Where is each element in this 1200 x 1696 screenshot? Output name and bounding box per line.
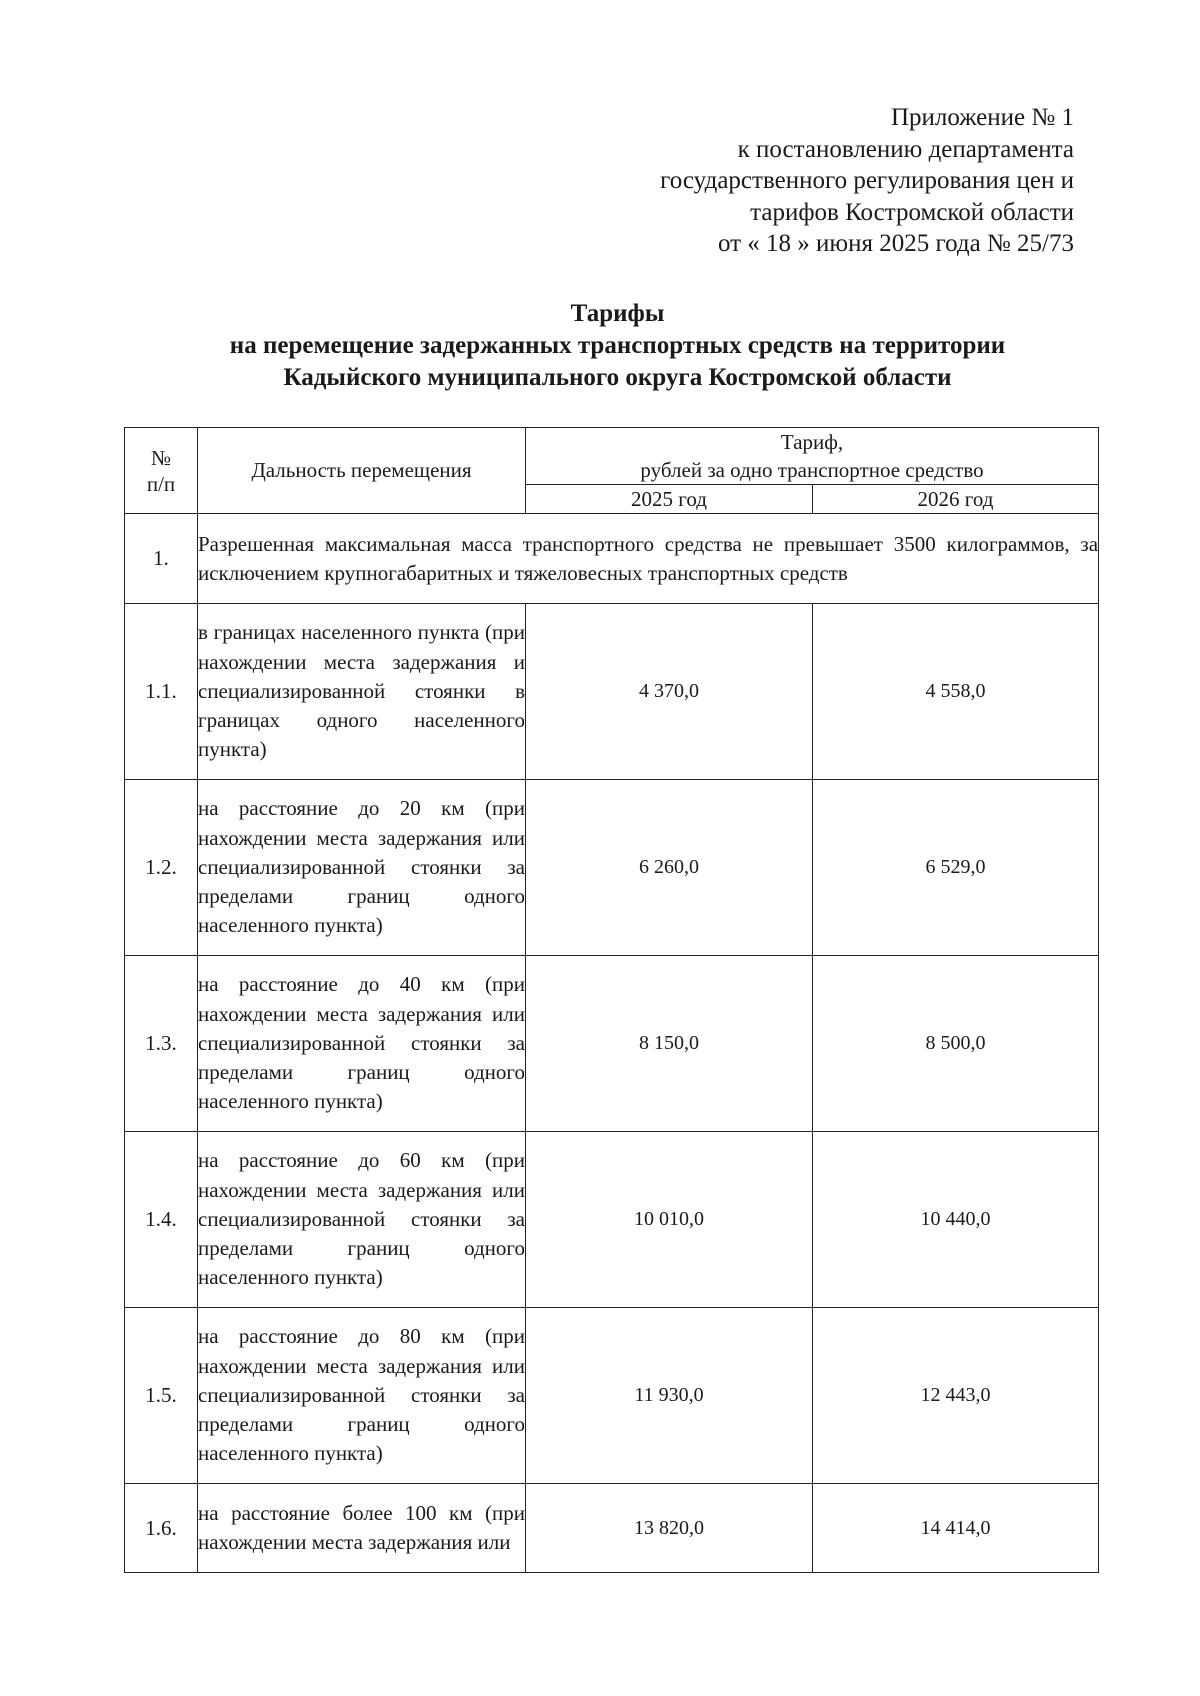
table-row: [125, 956, 1099, 1132]
header-year-2026: 2026 год: [813, 485, 1099, 514]
row-value-2025: 13 820,0: [526, 1484, 813, 1573]
row-value-2026: 10 440,0: [813, 1132, 1099, 1308]
title-line: Тарифы: [570, 300, 665, 327]
header-num-line: п/п: [146, 471, 176, 496]
title-line: Кадыйского муниципального округа Костромской области: [283, 364, 952, 391]
row-num: 1.6.: [125, 1484, 198, 1573]
row-value-2026: 8 500,0: [813, 956, 1099, 1132]
row-num: 1.5.: [125, 1308, 198, 1484]
header-num: [125, 428, 198, 514]
appendix-block: [660, 102, 1074, 260]
row-value-2026: 12 443,0: [813, 1308, 1099, 1484]
row-value-2025: 6 260,0: [526, 780, 813, 956]
category-description: Разрешенная максимальная масса транспортного средства не превышает 3500 килограммов, за исключением крупногабаритных и тяжеловесных транспортных средств: [198, 514, 1099, 604]
row-num: 1.3.: [125, 956, 198, 1132]
table-row: [125, 780, 1099, 956]
row-num: 1.2.: [125, 780, 198, 956]
row-value-2025: 8 150,0: [526, 956, 813, 1132]
appendix-line: тарифов Костромской области: [750, 198, 1074, 226]
row-num: 1.1.: [125, 604, 198, 780]
appendix-line: государственного регулирования цен и: [660, 167, 1074, 194]
row-value-2025: 11 930,0: [526, 1308, 813, 1484]
row-num: 1.4.: [125, 1132, 198, 1308]
row-value-2026: 6 529,0: [813, 780, 1099, 956]
appendix-line: от « 18 » июня 2025 года № 25/73: [717, 230, 1074, 257]
table-row: [125, 1484, 1099, 1573]
row-value-2025: 4 370,0: [526, 604, 813, 780]
row-description: на расстояние более 100 км (при нахождении места задержания или: [198, 1484, 526, 1573]
row-description: на расстояние до 60 км (при нахождении места задержания или специализированной стоянки за пределами границ одного населенного пункта): [198, 1132, 526, 1308]
table-row: [125, 1132, 1099, 1308]
title-line: на перемещение задержанных транспортных средств на территории: [229, 332, 1006, 359]
header-tariff-line: Тариф,: [780, 430, 844, 454]
table-header-row: [125, 428, 1099, 485]
tariffs-table: [124, 427, 1099, 1573]
appendix-line: к постановлению департамента: [737, 135, 1074, 163]
appendix-line: Приложение № 1: [890, 104, 1074, 131]
table-row: [125, 604, 1099, 780]
row-value-2026: 14 414,0: [813, 1484, 1099, 1573]
row-description: на расстояние до 20 км (при нахождении места задержания или специализированной стоянки за пределами границ одного населенного пункта): [198, 780, 526, 956]
table-row: [125, 1308, 1099, 1484]
header-distance: Дальность перемещения: [198, 428, 526, 514]
header-num-line: №: [150, 445, 172, 470]
header-year-2025: 2025 год: [526, 485, 813, 514]
row-num: 1.: [125, 514, 198, 604]
table-row-category: [125, 514, 1099, 604]
header-tariff-line: рублей за одно транспортное средство: [640, 458, 984, 482]
document-title: [0, 298, 1200, 394]
row-description: в границах населенного пункта (при нахождении места задержания и специализированной стоянки в границах одного населенного пункта): [198, 604, 526, 780]
row-description: на расстояние до 40 км (при нахождении места задержания или специализированной стоянки за пределами границ одного населенного пункта): [198, 956, 526, 1132]
row-value-2026: 4 558,0: [813, 604, 1099, 780]
header-tariff: [526, 428, 1099, 485]
row-value-2025: 10 010,0: [526, 1132, 813, 1308]
row-description: на расстояние до 80 км (при нахождении места задержания или специализированной стоянки за пределами границ одного населенного пункта): [198, 1308, 526, 1484]
